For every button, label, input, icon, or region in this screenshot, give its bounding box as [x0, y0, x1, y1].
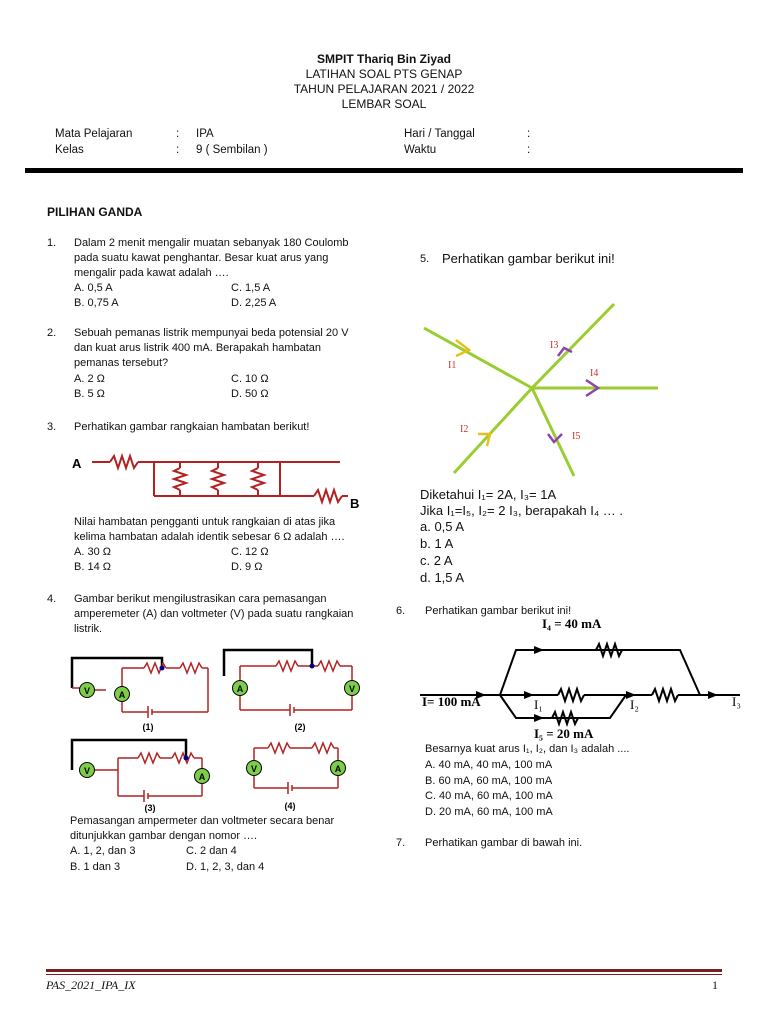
q3-option-d: D. 9 Ω	[231, 561, 263, 573]
q1-option-b: B. 0,75 A	[74, 297, 119, 309]
class-label: Kelas	[55, 144, 84, 156]
q1-number: 1.	[47, 237, 57, 249]
q3-option-a: A. 30 Ω	[74, 546, 111, 558]
q2-option-c: C. 10 Ω	[231, 373, 269, 385]
i1-label: I1	[448, 360, 457, 371]
point-b-label: B	[350, 496, 360, 511]
i1-label: I₁	[534, 697, 543, 712]
q7-text: Perhatikan gambar di bawah ini.	[425, 837, 583, 849]
day-label: Hari / Tanggal	[404, 128, 475, 140]
i3-label: I3	[550, 340, 559, 351]
resistor-r1	[110, 456, 138, 468]
arrow-top	[534, 646, 544, 654]
q3-number: 3.	[47, 421, 57, 433]
exam-title: LATIHAN SOAL PTS GENAP	[305, 67, 463, 81]
q5-text: Perhatikan gambar berikut ini!	[442, 251, 615, 266]
figure-4-label: (4)	[284, 801, 296, 811]
q5-given: Diketahui I₁= 2A, I₃= 1A	[420, 487, 557, 502]
q4-line3: listrik.	[74, 623, 103, 635]
figure-1-label: (1)	[142, 722, 154, 732]
i5-label: I₅ = 20 mA	[534, 726, 594, 741]
ammeter-label: A	[236, 684, 244, 694]
point-a-label: A	[72, 456, 82, 471]
q7-number: 7.	[396, 837, 406, 849]
page-number: 1	[712, 978, 718, 992]
header-rule	[25, 168, 743, 173]
academic-year: TAHUN PELAJARAN 2021 / 2022	[293, 82, 475, 96]
circuit-1	[72, 658, 208, 732]
class-value: 9 ( Sembilan )	[196, 144, 268, 156]
q6-text: Perhatikan gambar berikut ini!	[425, 605, 572, 617]
q2-number: 2.	[47, 327, 57, 339]
q4-option-a: A. 1, 2, dan 3	[70, 845, 136, 857]
q5-number: 5.	[420, 253, 430, 265]
q6-number: 6.	[396, 605, 406, 617]
footer-rule-bottom	[46, 974, 722, 975]
q1-line2: pada suatu kawat penghantar. Besar kuat arus yang	[74, 252, 329, 264]
subject-label: Mata Pelajaran	[55, 128, 133, 140]
resistor-r4	[252, 468, 264, 490]
sheet-title: LEMBAR SOAL	[341, 97, 427, 111]
circuit-3	[72, 740, 210, 813]
q2-line2: dan kuat arus listrik 400 mA. Berapakah hambatan	[74, 342, 322, 354]
q4-line1: Gambar berikut mengilustrasikan cara pemasangan	[74, 593, 327, 605]
q2-line1: Sebuah pemanas listrik mempunyai beda potensial 20 V	[74, 327, 349, 339]
q4-option-c: C. 2 dan 4	[186, 845, 237, 857]
q1-option-c: C. 1,5 A	[231, 282, 271, 294]
q6-option-c: C. 40 mA, 60 mA, 100 mA	[425, 790, 553, 802]
q2-line3: pemanas tersebut?	[74, 357, 169, 369]
arrow-out	[708, 691, 718, 699]
i3-label: I₃	[732, 694, 741, 709]
section-title: PILIHAN GANDA	[47, 205, 143, 219]
voltmeter-label: V	[83, 686, 91, 696]
day-colon: :	[527, 128, 531, 140]
i5-label: I5	[572, 431, 581, 442]
footer-rule-top	[46, 969, 722, 972]
figure-3-label: (3)	[144, 803, 156, 813]
q4-after-line1: Pemasangan ampermeter dan voltmeter secara benar	[70, 815, 335, 827]
time-label: Waktu	[404, 144, 437, 156]
input-current-label: I= 100 mA	[422, 694, 481, 709]
meter-circuits-diagram	[62, 646, 372, 816]
q3-text: Perhatikan gambar rangkaian hambatan berikut!	[74, 421, 310, 433]
q2-option-d: D. 50 Ω	[231, 388, 269, 400]
q4-number: 4.	[47, 593, 57, 605]
resistor-r2	[174, 468, 186, 490]
figure-2-label: (2)	[294, 722, 306, 732]
q1-line3: mengalir pada kawat adalah ….	[74, 267, 229, 279]
i4-label: I4	[590, 368, 599, 379]
arrow-bottom	[534, 714, 544, 722]
q5-option-d: d. 1,5 A	[420, 570, 465, 585]
q1-option-d: D. 2,25 A	[231, 297, 277, 309]
q6-option-a: A. 40 mA, 40 mA, 100 mA	[425, 759, 553, 771]
q3-after-line2: kelima hambatan adalah identik sebesar 6 Ω adalah ….	[74, 531, 345, 543]
q1-option-a: A. 0,5 A	[74, 282, 113, 294]
q2-option-b: B. 5 Ω	[74, 388, 105, 400]
q4-option-b: B. 1 dan 3	[70, 861, 121, 873]
subject-value: IPA	[196, 128, 214, 140]
q3-after-line1: Nilai hambatan pengganti untuk rangkaian di atas jika	[74, 516, 336, 528]
resistor-r3	[212, 468, 224, 490]
q4-line2: amperemeter (A) dan voltmeter (V) pada suatu rangkaian	[74, 608, 354, 620]
q5-ask: Jika I₁=I₅, I₂= 2 I₃, berapakah I₄ … .	[420, 503, 624, 518]
circuit-4	[247, 743, 346, 811]
circuit-2	[224, 650, 360, 732]
q2-option-a: A. 2 Ω	[74, 373, 105, 385]
i2-label: I2	[460, 424, 469, 435]
class-colon: :	[176, 144, 180, 156]
subject-colon: :	[176, 128, 180, 140]
ammeter-label: A	[118, 690, 126, 700]
arrow-mid-1	[524, 691, 534, 699]
voltmeter-label: V	[348, 684, 356, 694]
q6-question: Besarnya kuat arus I₁, I₂, dan I₃ adalah ....	[425, 743, 630, 755]
q3-option-c: C. 12 Ω	[231, 546, 269, 558]
current-junction-diagram	[414, 298, 670, 478]
q4-option-d: D. 1, 2, 3, dan 4	[186, 861, 265, 873]
i4-label: I₄ = 40 mA	[542, 616, 602, 631]
q1-line1: Dalam 2 menit mengalir muatan sebanyak 180 Coulomb	[74, 237, 349, 249]
time-colon: :	[527, 144, 531, 156]
q6-option-b: B. 60 mA, 60 mA, 100 mA	[425, 775, 553, 787]
resistor-network-diagram	[70, 448, 370, 514]
q3-option-b: B. 14 Ω	[74, 561, 111, 573]
q4-after-line2: ditunjukkan gambar dengan nomor ….	[70, 830, 258, 842]
voltmeter-label: V	[250, 764, 258, 774]
q5-option-b: b. 1 A	[420, 536, 454, 551]
q5-option-c: c. 2 A	[420, 553, 453, 568]
parallel-current-diagram	[420, 614, 746, 742]
q5-option-a: a. 0,5 A	[420, 519, 465, 534]
ammeter-label: A	[198, 772, 206, 782]
footer-code: PAS_2021_IPA_IX	[46, 978, 136, 992]
q6-option-d: D. 20 mA, 60 mA, 100 mA	[425, 806, 553, 818]
voltmeter-label: V	[83, 766, 91, 776]
resistor-r5	[314, 490, 342, 502]
school-name: SMPIT Thariq Bin Ziyad	[316, 52, 451, 66]
i2-label: I₂	[630, 697, 639, 712]
ammeter-label: A	[334, 764, 342, 774]
